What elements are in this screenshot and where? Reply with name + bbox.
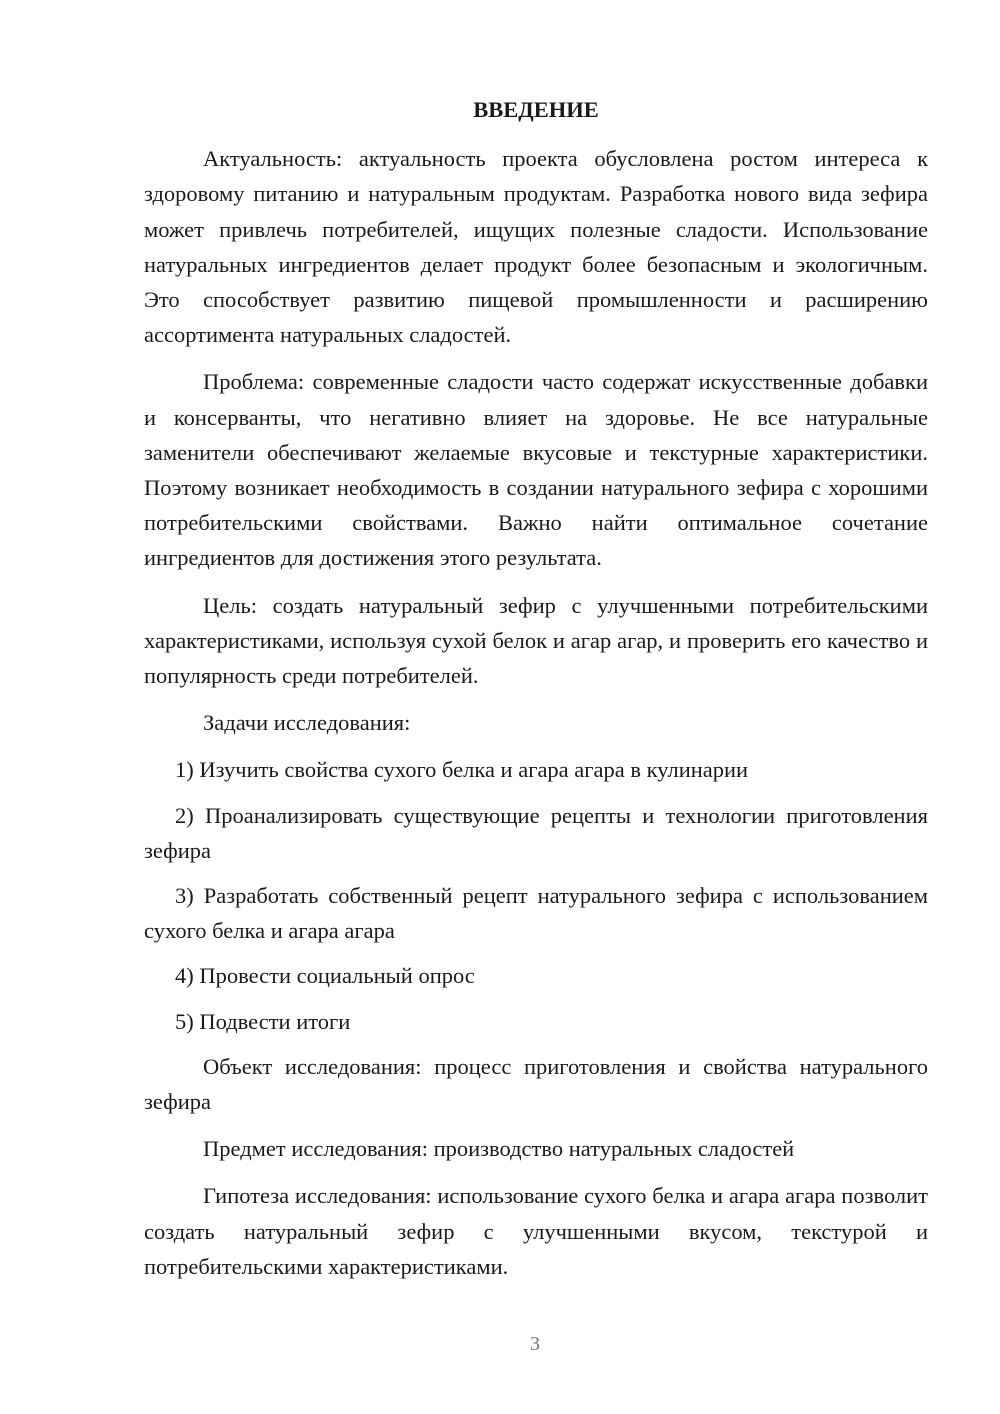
page-number: 3	[530, 1333, 540, 1355]
object-paragraph: Объект исследования: процесс приготовления и свойства натурального зефира	[144, 1053, 928, 1115]
task-item: 1) Изучить свойства сухого белка и агара агара в кулинарии	[175, 757, 749, 783]
document-page	[144, 92, 928, 1296]
subject-paragraph: Предмет исследования: производство натуральных сладостей	[203, 1136, 795, 1162]
section-title: ВВЕДЕНИЕ	[473, 97, 599, 122]
tasks-heading: Задачи исследования:	[203, 710, 411, 736]
relevance-paragraph: Актуальность: актуальность проекта обусловлена ростом интереса к здоровому питанию и натуральным продуктам. Разработка нового вида зефира может привлечь потребителей, ищущих полезные сладости. Использование натуральных ингредиентов делает продукт более безопасным и экологичным. Это способствует развитию пищевой промышленности и расширению ассортимента натуральных сладостей.	[144, 146, 928, 348]
hypothesis-paragraph: Гипотеза исследования: использование сухого белка и агара агара позволит создать натуральный зефир с улучшенными вкусом, текстурой и потребительскими характеристиками.	[144, 1183, 928, 1279]
task-item: 4) Провести социальный опрос	[175, 963, 475, 989]
task-item: 5) Подвести итоги	[175, 1008, 351, 1034]
goal-paragraph: Цель: создать натуральный зефир с улучшенными потребительскими характеристиками, используя сухой белок и агар агар, и проверить его качество и популярность среди потребителей.	[144, 592, 928, 689]
task-item: 2) Проанализировать существующие рецепты и технологии приготовления зефира	[144, 802, 928, 863]
problem-paragraph: Проблема: современные сладости часто содержат искусственные добавки и консерванты, что негативно влияет на здоровье. Не все натуральные заменители обеспечивают желаемые вкусовые и текстурные характеристики. Поэтому возникает необходимость в создании натурального зефира с хорошими потребительскими свойствами. Важно найти оптимальное сочетание ингредиентов для достижения этого результата.	[144, 369, 928, 571]
task-item: 3) Разработать собственный рецепт натурального зефира с использованием сухого белка и агара агара	[144, 883, 928, 944]
task-list	[144, 752, 928, 1038]
